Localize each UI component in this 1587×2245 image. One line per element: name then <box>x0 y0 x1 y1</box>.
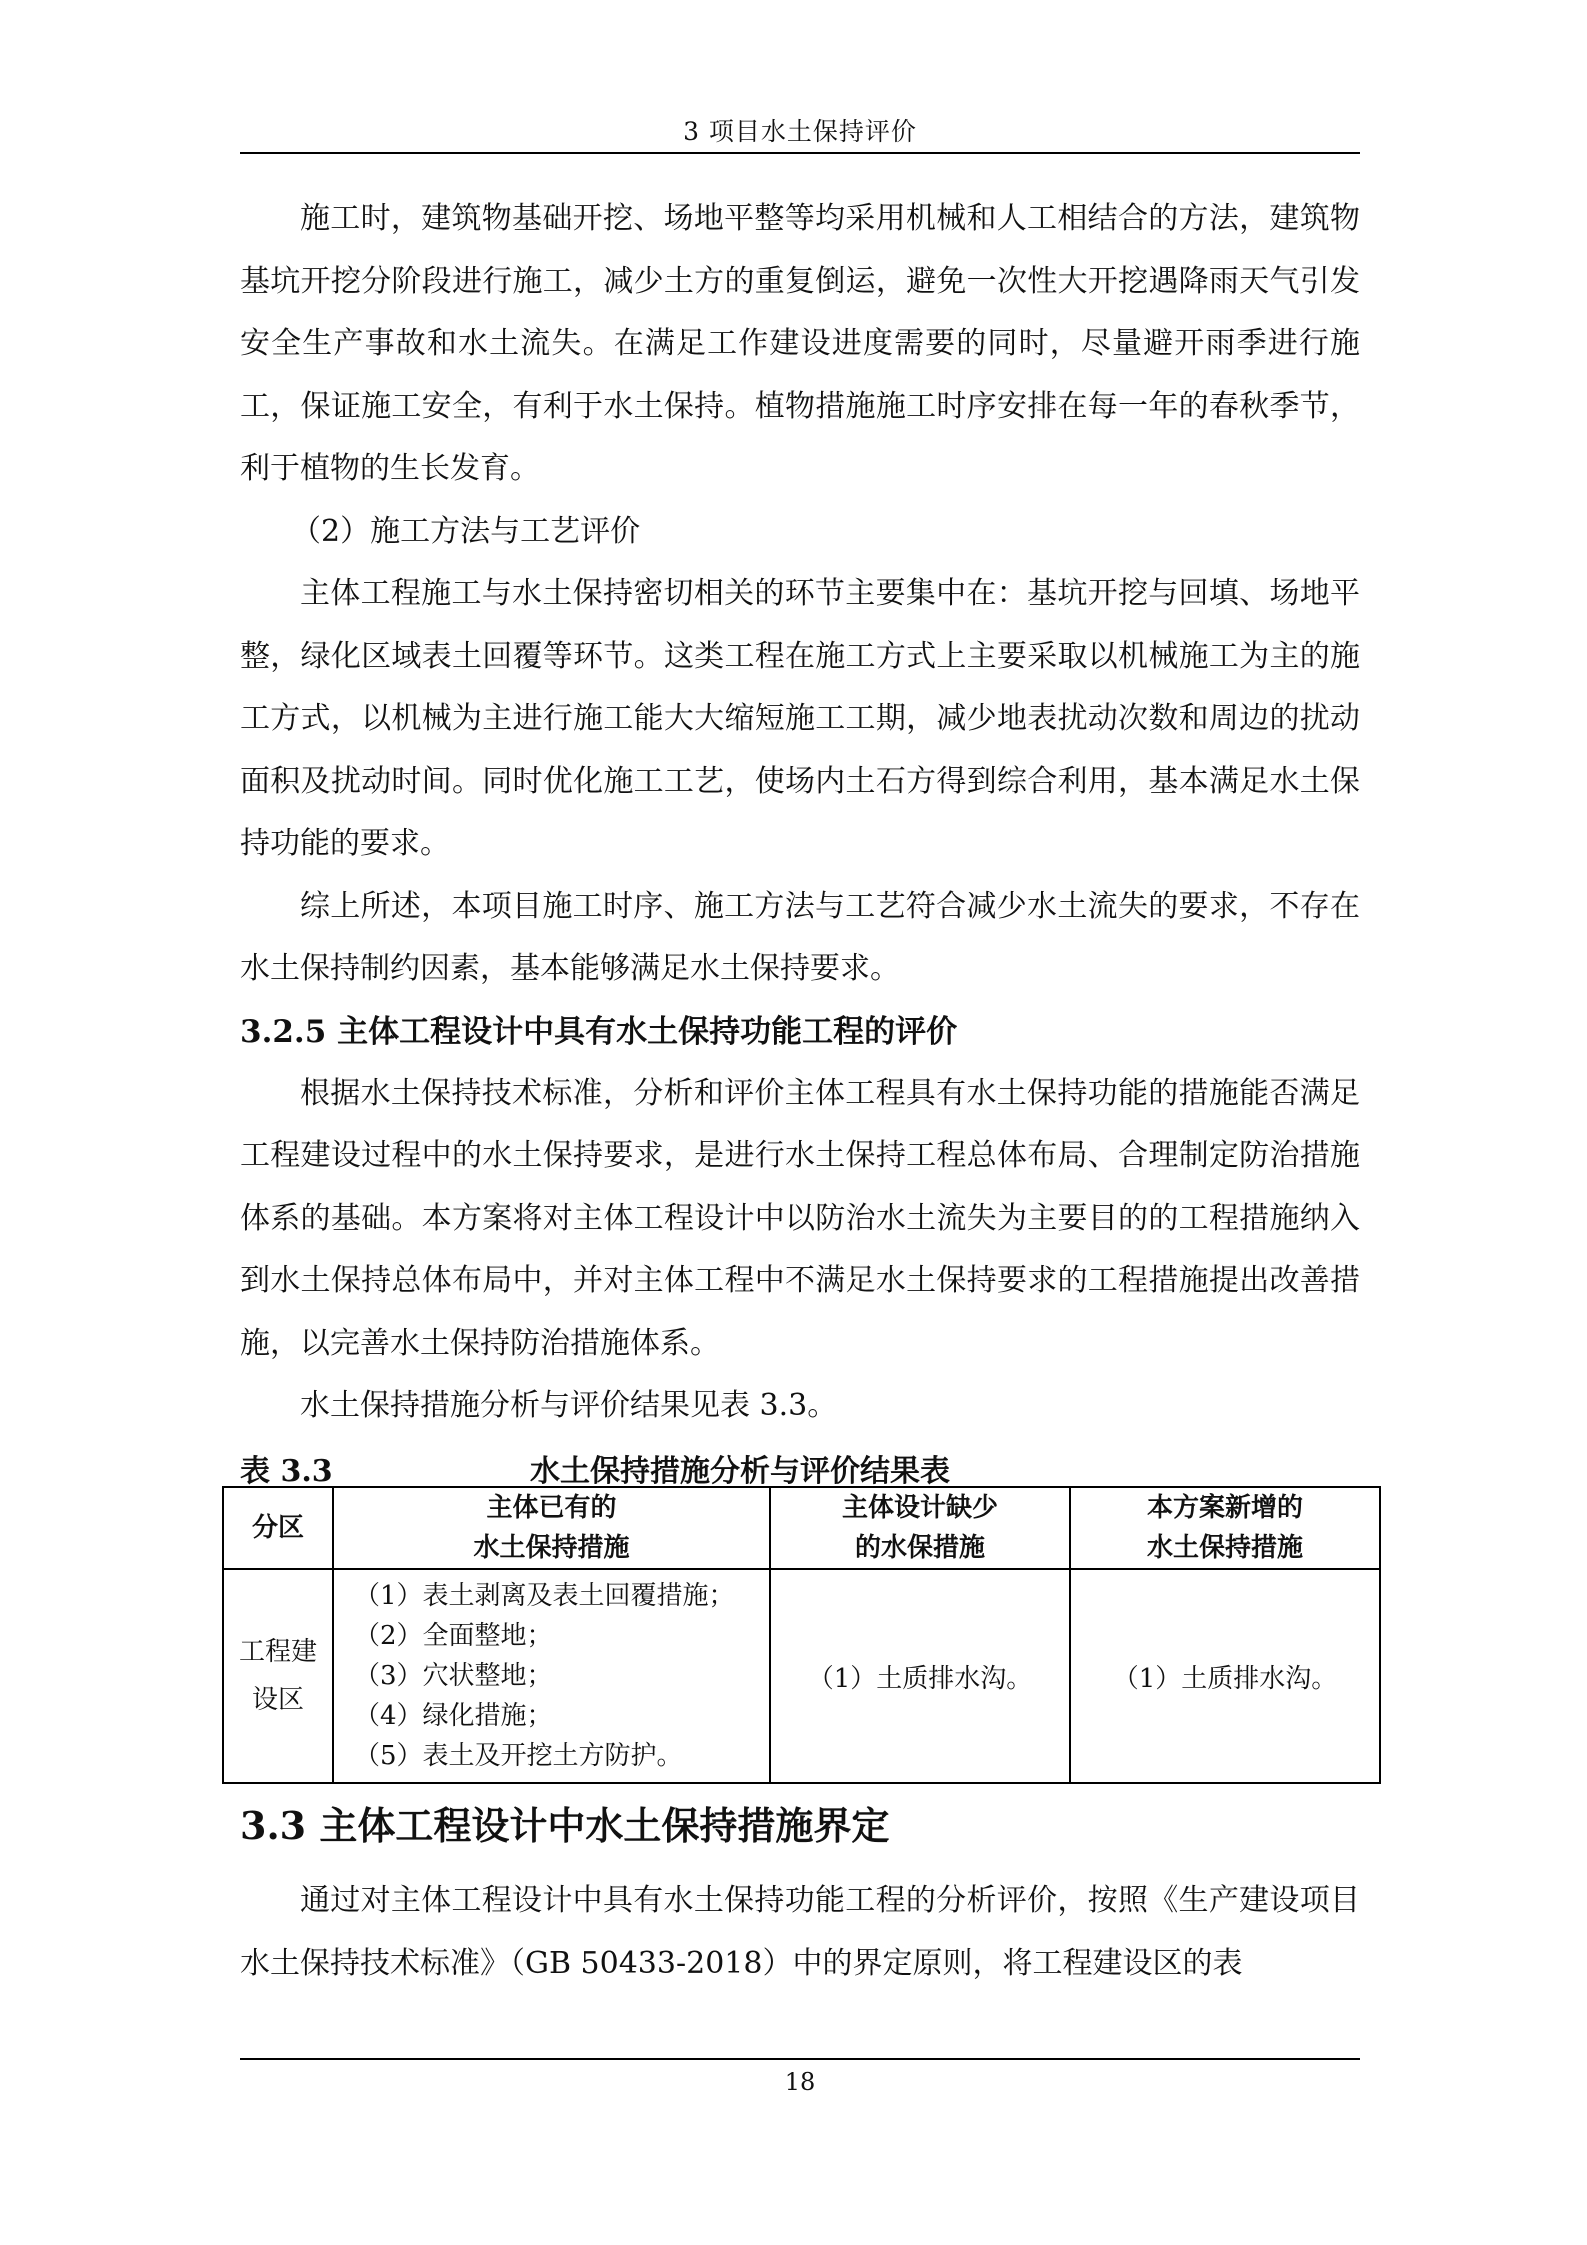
measures-table <box>222 1486 1381 1784</box>
summary-paragraph: 综上所述，本项目施工时序、施工方法与工艺符合减少水土流失的要求，不存在水土保持制约因素，基本能够满足水土保持要求。 <box>240 888 1360 986</box>
measure-item: （3）穴状整地； <box>354 1661 553 1691</box>
table-number: 表 3.3 <box>240 1454 333 1489</box>
header-rule <box>240 152 1360 154</box>
subsection-heading: （2）施工方法与工艺评价 <box>291 513 641 549</box>
body-text <box>240 188 1360 1438</box>
measure-item: （2）全面整地； <box>354 1621 553 1651</box>
existing-measures-cell <box>333 1569 770 1783</box>
header-line: 水土保持措施 <box>1146 1533 1303 1563</box>
page-number: 18 <box>784 2068 816 2096</box>
header-lacking-measures <box>770 1487 1070 1569</box>
added-measures-cell: （1）土质排水沟。 <box>1070 1569 1380 1783</box>
zone-line: 工程建 <box>238 1637 317 1667</box>
table-header-row <box>223 1487 1380 1569</box>
header-line: 主体设计缺少 <box>841 1493 998 1523</box>
header-line: 主体已有的 <box>486 1493 617 1523</box>
header-zone: 分区 <box>223 1487 333 1569</box>
paragraph: 通过对主体工程设计中具有水土保持功能工程的分析评价，按照《生产建设项目水土保持技术标准》（GB 50433-2018）中的界定原则，将工程建设区的表 <box>240 1883 1360 1981</box>
paragraph: 根据水土保持技术标准，分析和评价主体工程具有水土保持功能的措施能否满足工程建设过程中的水土保持要求，是进行水土保持工程总体布局、合理制定防治措施体系的基础。本方案将对主体工程设计中以防治水土流失为主要目的的工程措施纳入到水土保持总体布局中，并对主体工程中不满足水土保持要求的工程措施提出改善措施，以完善水土保持防治措施体系。 <box>240 1075 1360 1361</box>
table-reference-paragraph: 水土保持措施分析与评价结果见表 3.3。 <box>300 1388 838 1423</box>
footer-rule <box>240 2058 1360 2060</box>
body-text-section-3-3 <box>240 1870 1360 1995</box>
measure-item: （5）表土及开挖土方防护。 <box>354 1741 683 1771</box>
header-added-measures <box>1070 1487 1380 1569</box>
zone-cell <box>223 1569 333 1783</box>
intro-paragraph: 施工时，建筑物基础开挖、场地平整等均采用机械和人工相结合的方法，建筑物基坑开挖分阶段进行施工，减少土方的重复倒运，避免一次性大开挖遇降雨天气引发安全生产事故和水土流失。在满足工作建设进度需要的同时，尽量避开雨季进行施工，保证施工安全，有利于水土保持。植物措施施工时序安排在每一年的春秋季节，利于植物的生长发育。 <box>240 201 1360 486</box>
header-line: 本方案新增的 <box>1146 1493 1303 1523</box>
header-existing-measures <box>333 1487 770 1569</box>
measure-item: （4）绿化措施； <box>354 1701 553 1731</box>
table-caption <box>240 1440 1360 1488</box>
section-heading-3-2-5: 3.2.5 主体工程设计中具有水土保持功能工程的评价 <box>240 1013 958 1050</box>
measure-item: （1）表土剥离及表土回覆措施； <box>354 1581 735 1611</box>
table-row <box>223 1569 1380 1783</box>
lacking-measures-cell: （1）土质排水沟。 <box>770 1569 1070 1783</box>
paragraph: 主体工程施工与水土保持密切相关的环节主要集中在：基坑开挖与回填、场地平整，绿化区域表土回覆等环节。这类工程在施工方式上主要采取以机械施工为主的施工方式，以机械为主进行施工能大大缩短施工工期，减少地表扰动次数和周边的扰动面积及扰动时间。同时优化施工工艺，使场内土石方得到综合利用，基本满足水土保持功能的要求。 <box>240 576 1360 861</box>
header-line: 水土保持措施 <box>473 1533 630 1563</box>
zone-line: 设区 <box>251 1685 304 1715</box>
table-title: 水土保持措施分析与评价结果表 <box>530 1454 950 1489</box>
section-heading-3-3: 3.3 主体工程设计中水土保持措施界定 <box>240 1803 890 1848</box>
running-header: 3 项目水土保持评价 <box>683 117 917 146</box>
header-line: 的水保措施 <box>854 1533 985 1563</box>
